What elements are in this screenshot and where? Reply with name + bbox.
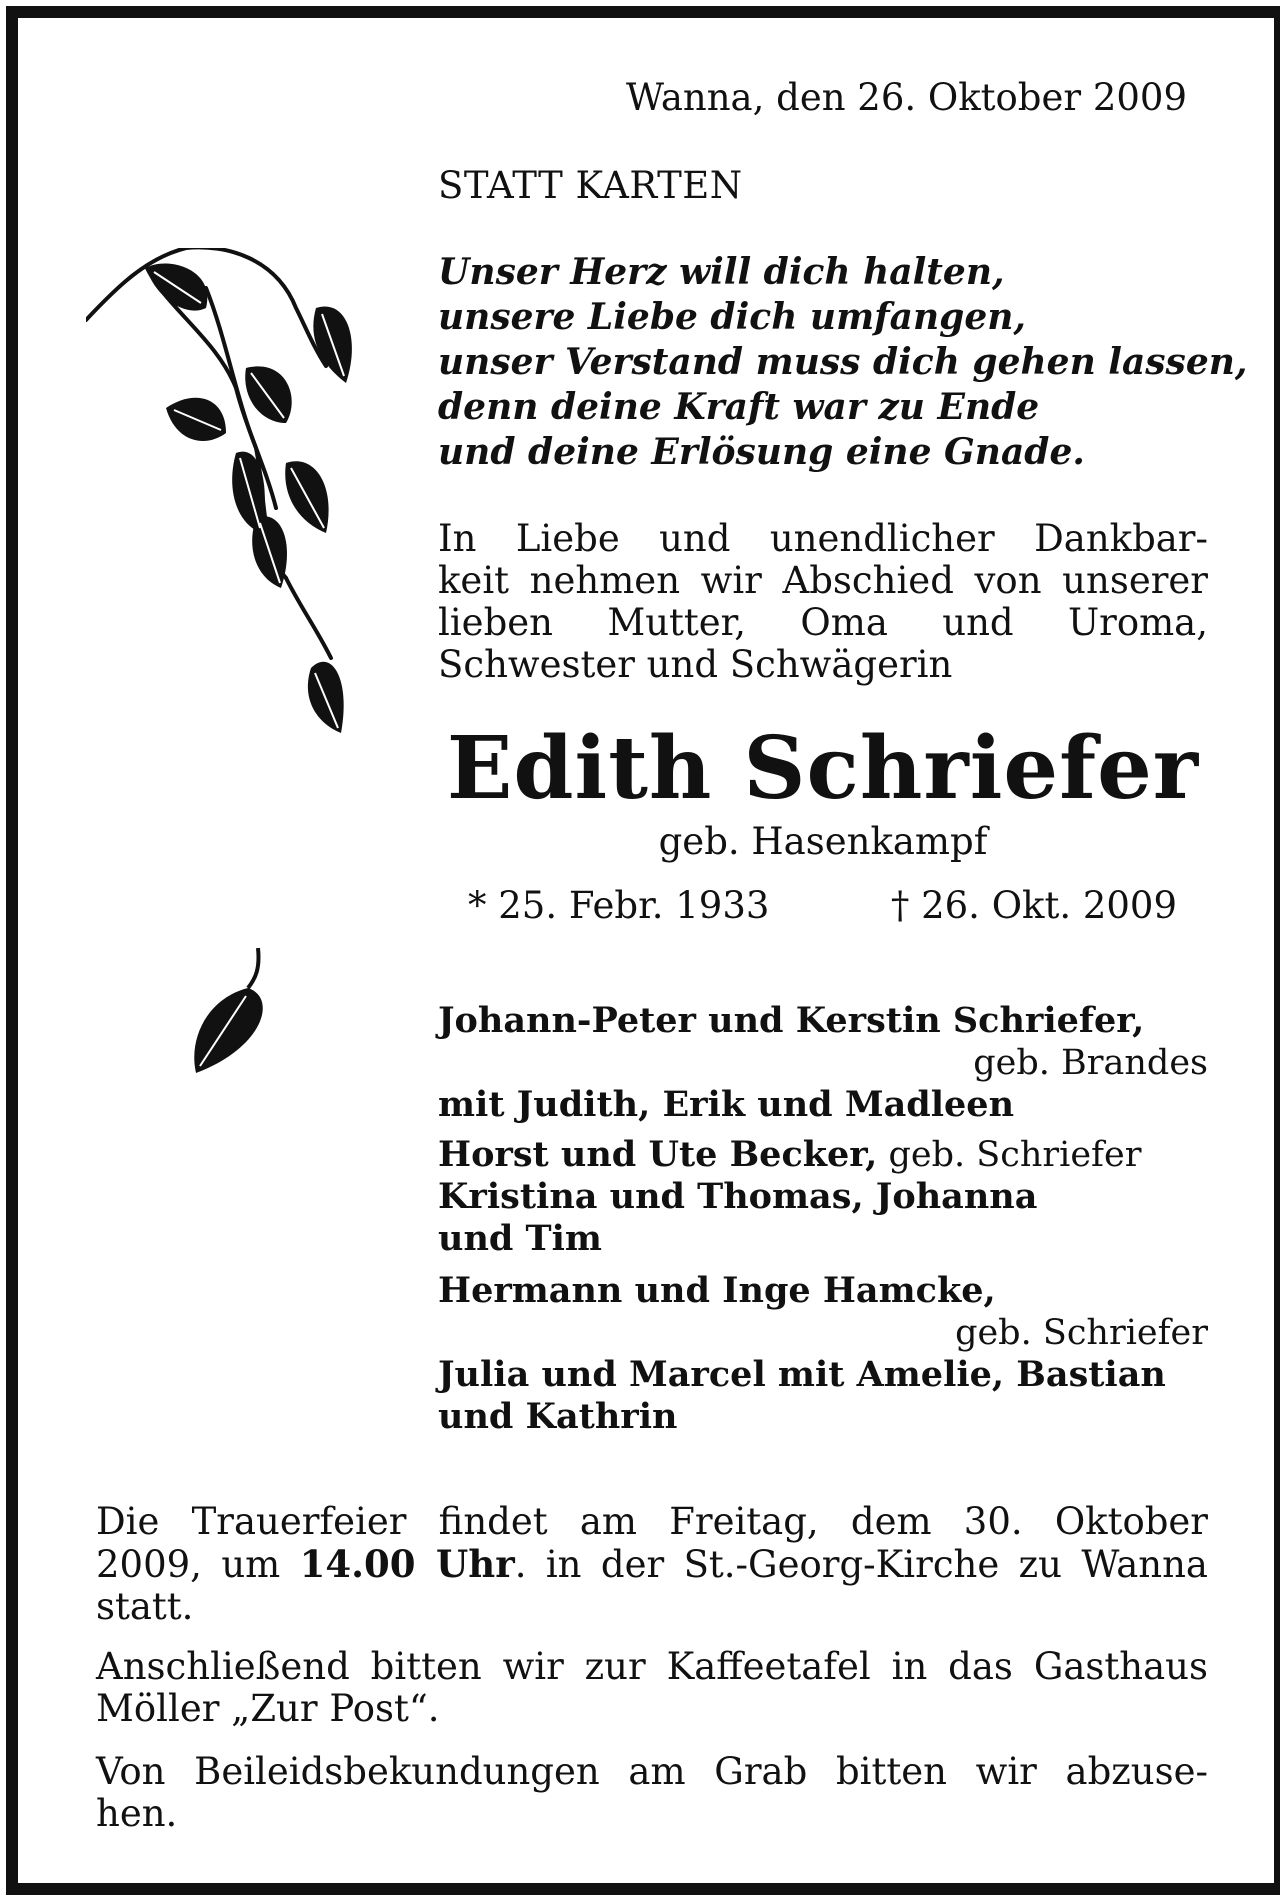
coffee-line: Anschließend bitten wir zur Kaffeetafel in das Gasthaus — [96, 1645, 1208, 1688]
poem-line: denn deine Kraft war zu Ende — [438, 386, 1040, 428]
funeral-time: 14.00 Uhr — [299, 1542, 515, 1586]
funeral-line — [96, 1543, 1208, 1586]
statt-karten-heading: STATT KARTEN — [438, 164, 743, 207]
farewell-line: lieben Mutter, Oma und Uroma, — [438, 601, 1208, 644]
family-names: Johann-Peter und Kerstin Schriefer, — [438, 1000, 1145, 1041]
death-date: † 26. Okt. 2009 — [890, 884, 1177, 927]
obituary-frame — [6, 6, 1280, 1895]
birth-name: geb. Hasenkampf — [658, 820, 988, 863]
family-birth-name: geb. Schriefer — [955, 1313, 1208, 1353]
family-names: Horst und Ute Becker, — [438, 1134, 878, 1175]
funeral-text: 2009, um — [96, 1543, 300, 1586]
family-names: und Tim — [438, 1218, 602, 1259]
poem-line: Unser Herz will dich halten, — [438, 251, 1005, 293]
poem-line: unser Verstand muss dich gehen lassen, — [438, 341, 1248, 383]
family-group-3 — [438, 1270, 1208, 1438]
poem-line: und deine Erlösung eine Gnade. — [438, 431, 1085, 473]
deceased-name: Edith Schriefer — [446, 718, 1200, 819]
farewell-text — [438, 518, 1208, 686]
family-names: mit Judith, Erik und Madleen — [438, 1084, 1015, 1125]
family-names: Julia und Marcel mit Amelie, Bastian — [438, 1354, 1166, 1395]
condolence-line: Von Beileidsbekundungen am Grab bitten wir abzuse- — [96, 1750, 1208, 1793]
family-group-1 — [438, 1000, 1208, 1126]
poem-line: unsere Liebe dich umfangen, — [438, 296, 1026, 338]
place-and-date: Wanna, den 26. Oktober 2009 — [626, 76, 1187, 119]
family-names: und Kathrin — [438, 1396, 678, 1437]
coffee-line: Möller „Zur Post“. — [96, 1687, 440, 1730]
birth-date: * 25. Febr. 1933 — [468, 884, 770, 927]
family-names: Kristina und Thomas, Johanna — [438, 1176, 1038, 1217]
family-group-2 — [438, 1134, 1208, 1260]
funeral-line: Die Trauerfeier findet am Freitag, dem 30. Oktober — [96, 1500, 1208, 1543]
farewell-line: keit nehmen wir Abschied von unserer — [438, 559, 1208, 602]
family-birth-name: geb. Brandes — [973, 1043, 1208, 1083]
farewell-line: In Liebe und unendlicher Dankbar- — [438, 517, 1208, 560]
poem — [438, 250, 1248, 475]
funeral-line: statt. — [96, 1585, 194, 1628]
farewell-line: Schwester und Schwägerin — [438, 643, 953, 686]
family-birth-name: geb. Schriefer — [877, 1135, 1142, 1175]
leaf-branch-illustration — [86, 248, 426, 808]
condolence-info — [96, 1751, 1208, 1835]
falling-leaf-illustration — [188, 948, 278, 1078]
condolence-line: hen. — [96, 1792, 178, 1835]
coffee-info — [96, 1646, 1208, 1730]
funeral-info — [96, 1501, 1208, 1628]
funeral-text: . in der St.-Georg-Kirche zu Wanna — [514, 1543, 1208, 1586]
family-names: Hermann und Inge Hamcke, — [438, 1270, 996, 1311]
